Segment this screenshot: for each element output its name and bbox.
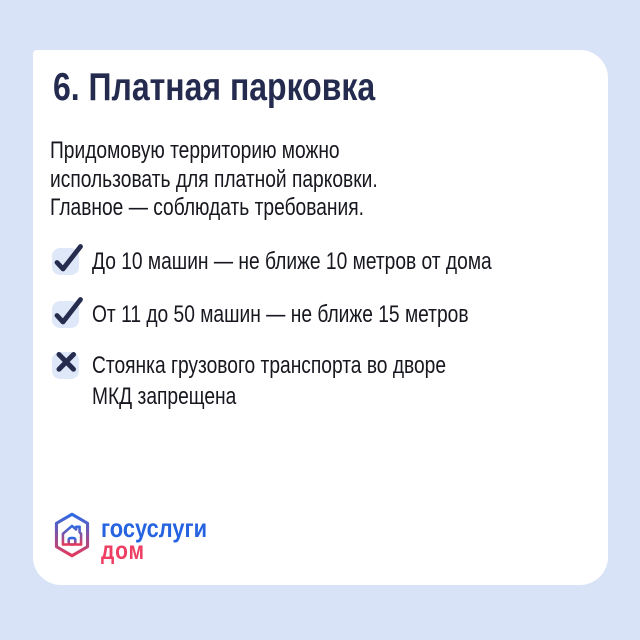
checklist-item-label: До 10 машин — не ближе 10 метров от дома bbox=[92, 248, 492, 275]
cross-icon bbox=[52, 352, 79, 379]
logo-wordmark bbox=[101, 513, 227, 565]
intro-line: Главное — соблюдать требования. bbox=[50, 194, 364, 221]
checklist-item bbox=[52, 301, 563, 328]
check-icon bbox=[52, 301, 79, 328]
intro-text bbox=[50, 137, 460, 223]
intro-line: использовать для платной парковки. bbox=[50, 165, 378, 193]
checklist-item-label: От 11 до 50 машин — не ближе 15 метров bbox=[92, 301, 469, 328]
logo-title: госуслуги bbox=[101, 513, 208, 543]
checklist-item bbox=[52, 352, 572, 412]
info-card bbox=[33, 50, 608, 585]
checklist-item-label: Стоянка грузового транспорта во дворе МКД запрещена bbox=[92, 352, 447, 410]
check-icon bbox=[52, 248, 79, 275]
logo-subtitle: дом bbox=[101, 537, 145, 565]
house-hexagon-icon bbox=[53, 511, 91, 564]
gosuslugi-dom-logo bbox=[53, 511, 227, 564]
page-title: 6. Платная парковка bbox=[53, 66, 376, 109]
checklist-item bbox=[52, 248, 592, 275]
intro-line: Придомовую территорию можно bbox=[50, 137, 340, 164]
